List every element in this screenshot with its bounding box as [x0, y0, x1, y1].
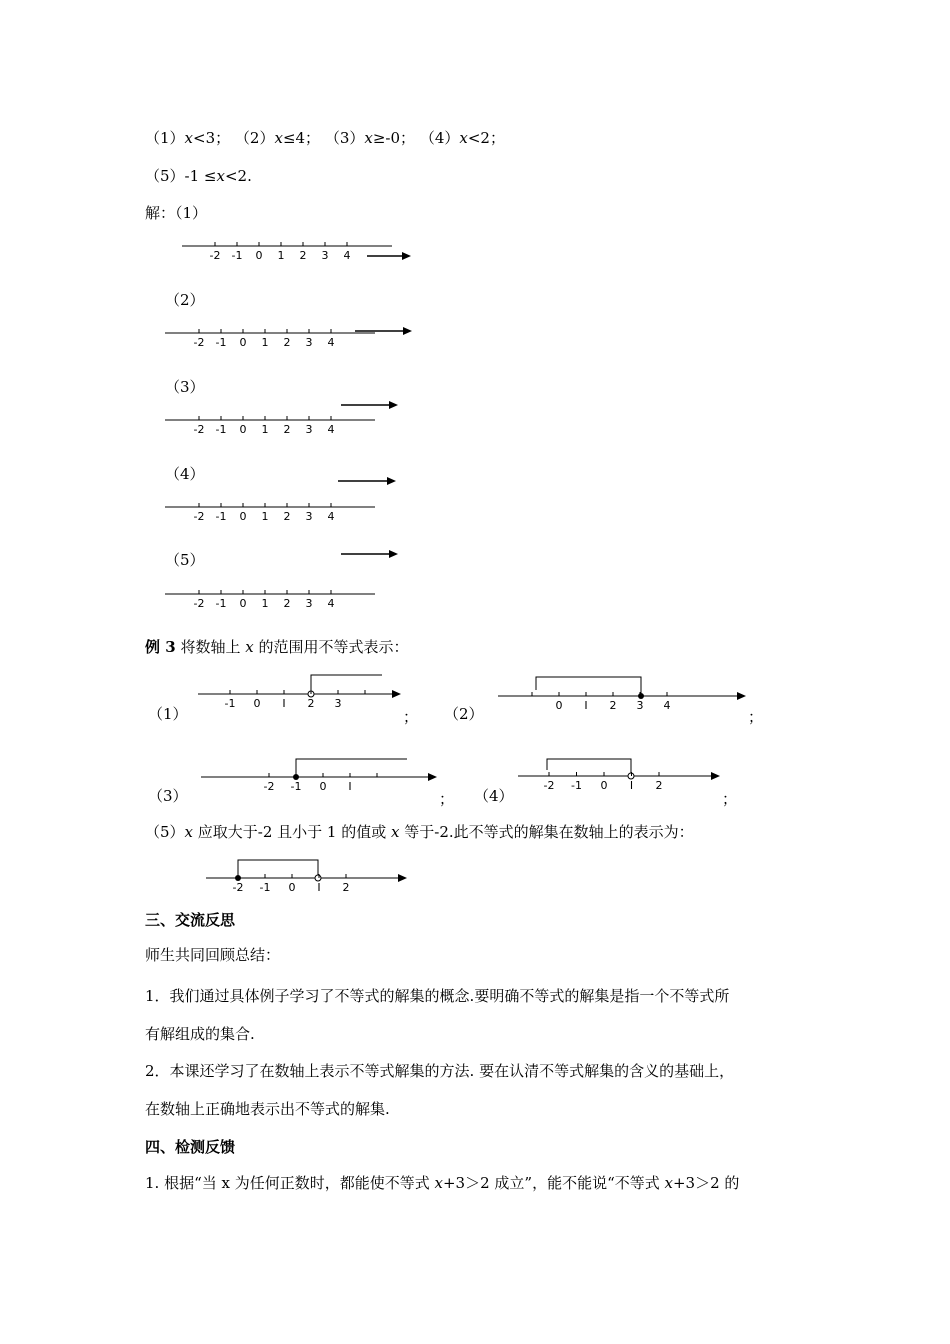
- tick-label: 0: [239, 423, 247, 436]
- tick-label: -1: [290, 780, 302, 793]
- section-3-intro: 师生共同回顾总结：: [145, 946, 281, 964]
- tick-label: 2: [609, 699, 617, 712]
- tick-label: -2: [193, 336, 205, 349]
- tick-label: I: [629, 779, 634, 792]
- tick-label: 2: [283, 336, 291, 349]
- problem-line-1: （1）x<3； （2）x≤4； （3）x≥-0； （4）x<2；: [145, 129, 505, 147]
- example3-item-2-label: （2）: [444, 705, 484, 723]
- tick-label: 3: [334, 697, 342, 710]
- section-3-point-1-line-1: 1．我们通过具体例子学习了不等式的解集的概念.要明确不等式的解集是指一个不等式所: [145, 987, 730, 1005]
- tick-label: -1: [215, 510, 227, 523]
- tick-label: 2: [283, 597, 291, 610]
- example3-heading: 例 3 将数轴上 x 的范围用不等式表示：: [145, 638, 409, 656]
- example3-item-1-label: （1）: [148, 705, 188, 723]
- tick-label: 1: [261, 510, 269, 523]
- problem-line-2: （5）-1 ≤x<2.: [145, 167, 252, 185]
- example3-item-3-label: （3）: [148, 787, 188, 805]
- tick-label: 0: [239, 597, 247, 610]
- section-4-question-1: 1. 根据“当 x 为任何正数时，都能使不等式 x+3＞2 成立”，能不能说“不等式 x+3＞2 的: [145, 1174, 740, 1192]
- tick-label: 0: [600, 779, 608, 792]
- example3-item-3-end: ；: [439, 790, 455, 808]
- tick-label: 3: [321, 249, 329, 262]
- tick-label: 1: [261, 336, 269, 349]
- example3-item-2-end: ；: [748, 708, 764, 726]
- tick-label: -2: [193, 510, 205, 523]
- tick-label: 4: [327, 510, 335, 523]
- tick-label: -1: [571, 779, 582, 792]
- tick-label: I: [584, 699, 588, 712]
- tick-label: -1: [224, 697, 236, 710]
- tick-label: 2: [283, 510, 291, 523]
- tick-label: 0: [239, 510, 247, 523]
- tick-label: -1: [215, 597, 227, 610]
- solution-label-5: （5）: [165, 551, 205, 569]
- tick-label: 4: [327, 597, 335, 610]
- tick-label: 0: [255, 249, 263, 262]
- tick-label: 2: [299, 249, 307, 262]
- tick-label: 2: [307, 697, 315, 710]
- section-3-point-1-line-2: 有解组成的集合.: [145, 1025, 255, 1043]
- section-3-title: 三、交流反思: [145, 911, 236, 929]
- example3-label: 例 3: [145, 638, 176, 656]
- tick-label: 2: [283, 423, 291, 436]
- tick-label: -2: [543, 779, 555, 792]
- example3-item-4-end: ；: [722, 790, 738, 808]
- tick-label: 4: [343, 249, 351, 262]
- tick-label: -1: [259, 881, 271, 894]
- tick-label: -2: [193, 423, 205, 436]
- solution-label-3: （3）: [165, 378, 205, 396]
- tick-label: 0: [319, 780, 327, 793]
- tick-label: -1: [215, 423, 227, 436]
- solution-label-2: （2）: [165, 291, 205, 309]
- tick-label: -2: [193, 597, 205, 610]
- section-3-point-2-line-2: 在数轴上正确地表示出不等式的解集.: [145, 1100, 390, 1118]
- tick-label: 1: [261, 597, 269, 610]
- tick-label: 3: [305, 423, 313, 436]
- tick-label: 0: [288, 881, 296, 894]
- tick-label: -2: [263, 780, 275, 793]
- tick-label: 3: [305, 336, 313, 349]
- tick-label: I: [282, 697, 286, 710]
- solution-label-4: （4）: [165, 465, 205, 483]
- tick-label: 1: [277, 249, 285, 262]
- tick-label: 2: [342, 881, 350, 894]
- tick-label: -1: [231, 249, 243, 262]
- tick-label: 3: [305, 510, 313, 523]
- tick-label: 4: [663, 699, 671, 712]
- tick-label: 0: [239, 336, 247, 349]
- tick-label: 4: [327, 336, 335, 349]
- tick-label: 2: [655, 779, 663, 792]
- example3-item-4-label: （4）: [474, 787, 514, 805]
- tick-label: 3: [305, 597, 313, 610]
- tick-label: I: [348, 780, 352, 793]
- section-4-title: 四、检测反馈: [145, 1138, 236, 1156]
- tick-label: 0: [555, 699, 563, 712]
- section-3-point-2-line-1: 2．本课还学习了在数轴上表示不等式解集的方法. 要在认清不等式解集的含义的基础上，: [145, 1062, 735, 1080]
- tick-label: 1: [261, 423, 269, 436]
- tick-label: 0: [253, 697, 261, 710]
- tick-label: I: [317, 881, 321, 894]
- tick-label: -2: [209, 249, 221, 262]
- tick-label: 4: [327, 423, 335, 436]
- example3-item-5-text: （5）x 应取大于-2 且小于 1 的值或 x 等于-2.此不等式的解集在数轴上的表示为：: [145, 823, 694, 841]
- tick-label: -1: [215, 336, 227, 349]
- tick-label: -2: [232, 881, 244, 894]
- tick-label: 3: [636, 699, 644, 712]
- example3-item-1-end: ；: [403, 708, 419, 726]
- solution-heading: 解：（1）: [145, 204, 208, 222]
